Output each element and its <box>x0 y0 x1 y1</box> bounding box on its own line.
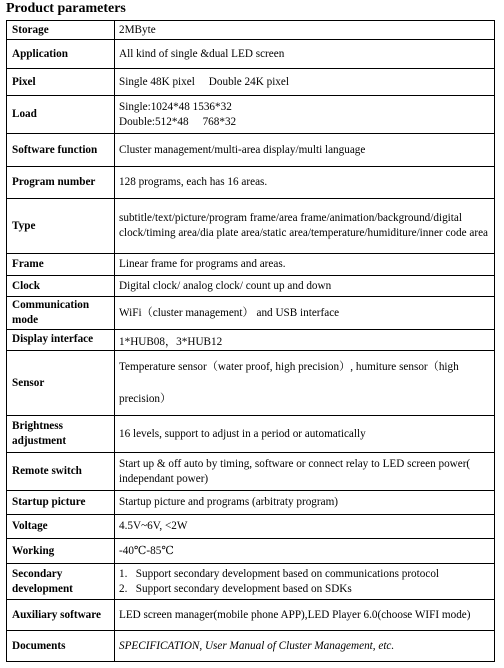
param-name: Voltage <box>7 515 115 539</box>
table-row <box>7 276 495 297</box>
param-value: Temperature sensor（water proof, high precision）, humiture sensor（high precision） <box>115 351 495 416</box>
param-value: Start up & off auto by timing, software or connect relay to LED screen power( independant power) <box>115 453 495 491</box>
table-row <box>7 96 495 134</box>
table-row <box>7 600 495 631</box>
param-value <box>115 96 495 134</box>
table-row <box>7 254 495 276</box>
param-value: SPECIFICATION, User Manual of Cluster Management, etc. <box>115 631 495 662</box>
param-name: Pixel <box>7 69 115 96</box>
param-value: -40℃-85℃ <box>115 539 495 564</box>
table-row <box>7 134 495 167</box>
param-value: 16 levels, support to adjust in a period or automatically <box>115 416 495 453</box>
param-value: Cluster management/multi-area display/multi language <box>115 134 495 167</box>
table-row <box>7 631 495 662</box>
table-row <box>7 453 495 491</box>
table-row <box>7 167 495 199</box>
parameters-table <box>6 20 495 662</box>
table-row <box>7 539 495 564</box>
param-value: Digital clock/ analog clock/ count up and down <box>115 276 495 297</box>
param-value: 2MByte <box>115 21 495 40</box>
table-row <box>7 515 495 539</box>
param-value <box>115 564 495 600</box>
param-name: Frame <box>7 254 115 276</box>
param-name: Display interface <box>7 330 115 351</box>
param-name: Clock <box>7 276 115 297</box>
value-line: Double:512*48 768*32 <box>119 115 237 128</box>
param-value: All kind of single &dual LED screen <box>115 40 495 69</box>
value-line: Single:1024*48 1536*32 <box>119 100 232 113</box>
param-name: Program number <box>7 167 115 199</box>
param-value: Startup picture and programs (arbitraty program) <box>115 491 495 515</box>
table-row <box>7 21 495 40</box>
param-name: Application <box>7 40 115 69</box>
table-row <box>7 330 495 351</box>
param-name: Secondary development <box>7 564 115 600</box>
value-line: 2. Support secondary development based on SDKs <box>119 582 352 595</box>
param-name: Working <box>7 539 115 564</box>
param-value: Linear frame for programs and areas. <box>115 254 495 276</box>
param-name: Load <box>7 96 115 134</box>
param-value: 1*HUB08，3*HUB12 <box>115 330 495 351</box>
table-row <box>7 199 495 254</box>
table-row <box>7 40 495 69</box>
param-name: Remote switch <box>7 453 115 491</box>
param-name: Type <box>7 199 115 254</box>
param-name: Auxiliary software <box>7 600 115 631</box>
value-line: 1. Support secondary development based on communications protocol <box>119 567 440 580</box>
param-name: Communication mode <box>7 297 115 330</box>
param-name: Brightness adjustment <box>7 416 115 453</box>
param-value: WiFi（cluster management） and USB interface <box>115 297 495 330</box>
table-row <box>7 564 495 600</box>
param-name: Software function <box>7 134 115 167</box>
table-row <box>7 297 495 330</box>
param-name: Storage <box>7 21 115 40</box>
param-name: Sensor <box>7 351 115 416</box>
table-row <box>7 69 495 96</box>
param-value: Single 48K pixel Double 24K pixel <box>115 69 495 96</box>
table-row <box>7 491 495 515</box>
param-name: Startup picture <box>7 491 115 515</box>
param-name: Documents <box>7 631 115 662</box>
table-row <box>7 351 495 416</box>
param-value: subtitle/text/picture/program frame/area frame/animation/background/digital clock/timing area/dia plate area/static area/temperature/humiditure/inner code area <box>115 199 495 254</box>
table-row <box>7 416 495 453</box>
param-value: LED screen manager(mobile phone APP),LED Player 6.0(choose WIFI mode) <box>115 600 495 631</box>
param-value: 4.5V~6V, <2W <box>115 515 495 539</box>
param-value: 128 programs, each has 16 areas. <box>115 167 495 199</box>
page-title: Product parameters <box>6 1 126 16</box>
